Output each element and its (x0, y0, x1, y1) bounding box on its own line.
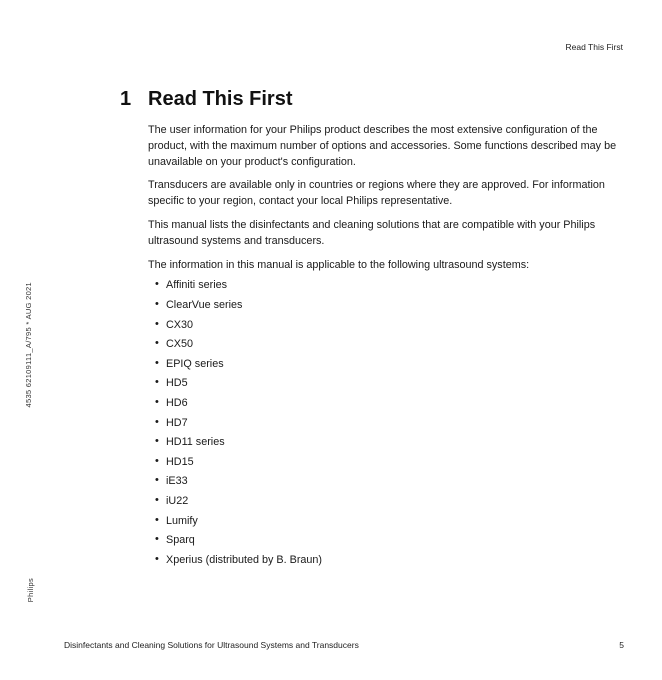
bullet-icon: • (155, 533, 159, 546)
chapter-number: 1 (120, 88, 132, 110)
list-item (148, 397, 626, 410)
paragraph: The user information for your Philips product describes the most extensive configuration of the product, with the maximum number of options and accessories. Some functions described may be unavailable on your product's configuration. (148, 124, 617, 168)
list-item-label: iE33 (166, 475, 188, 488)
bullet-icon: • (155, 337, 159, 350)
chapter-heading (120, 88, 626, 111)
list-item-label: iU22 (166, 494, 189, 507)
list-item (148, 358, 626, 371)
footer-document-title: Disinfectants and Cleaning Solutions for Ultrasound Systems and Transducers (64, 640, 359, 650)
list-item (148, 299, 626, 312)
list-item (148, 534, 626, 547)
bullet-icon: • (155, 297, 159, 310)
list-item-label: CX50 (166, 338, 194, 351)
bullet-icon: • (155, 278, 159, 291)
list-item-label: Lumify (166, 514, 198, 527)
chapter-title: Read This First (148, 88, 293, 110)
list-item (148, 377, 626, 390)
list-item (148, 554, 626, 567)
list-item (148, 515, 626, 528)
list-item-label: Affiniti series (166, 279, 228, 292)
bullet-icon: • (155, 513, 159, 526)
list-item (148, 475, 626, 488)
bullet-icon: • (155, 552, 159, 565)
list-item-label: Xperius (distributed by B. Braun) (166, 553, 323, 566)
list-item (148, 319, 626, 332)
paragraph: The information in this manual is applicable to the following ultrasound systems: (148, 258, 530, 271)
list-item (148, 495, 626, 508)
paragraph: This manual lists the disinfectants and cleaning solutions that are compatible with your Philips ultrasound systems and transducers. (148, 218, 596, 247)
bullet-icon: • (155, 435, 159, 448)
bullet-icon: • (155, 415, 159, 428)
bullet-icon: • (155, 395, 159, 408)
bullet-icon: • (155, 317, 159, 330)
paragraph: Transducers are available only in countries or regions where they are approved. For information specific to your region, contact your local Philips representative. (148, 179, 605, 208)
page-content (120, 88, 626, 573)
ultrasound-systems-list (148, 279, 626, 566)
list-item-label: HD15 (166, 455, 194, 468)
bullet-icon: • (155, 376, 159, 389)
list-item (148, 338, 626, 351)
list-item-label: HD11 series (166, 436, 225, 449)
list-item (148, 456, 626, 469)
bullet-icon: • (155, 474, 159, 487)
running-header: Read This First (565, 42, 623, 52)
philips-vertical-label: Philips (26, 578, 35, 603)
list-item-label: ClearVue series (166, 298, 243, 311)
list-item-label: EPIQ series (166, 357, 224, 370)
bullet-icon: • (155, 356, 159, 369)
page-footer (64, 640, 624, 650)
list-item (148, 436, 626, 449)
document-number-vertical-label: 4535 62109111_A/795 * AUG 2021 (24, 282, 33, 408)
list-item-label: CX30 (166, 318, 194, 331)
list-item (148, 279, 626, 292)
bullet-icon: • (155, 454, 159, 467)
list-item-label: Sparq (166, 534, 195, 547)
list-item-label: HD7 (166, 416, 188, 429)
page-number: 5 (619, 640, 624, 650)
list-item (148, 417, 626, 430)
bullet-icon: • (155, 493, 159, 506)
list-item-label: HD6 (166, 396, 188, 409)
list-item-label: HD5 (166, 377, 188, 390)
